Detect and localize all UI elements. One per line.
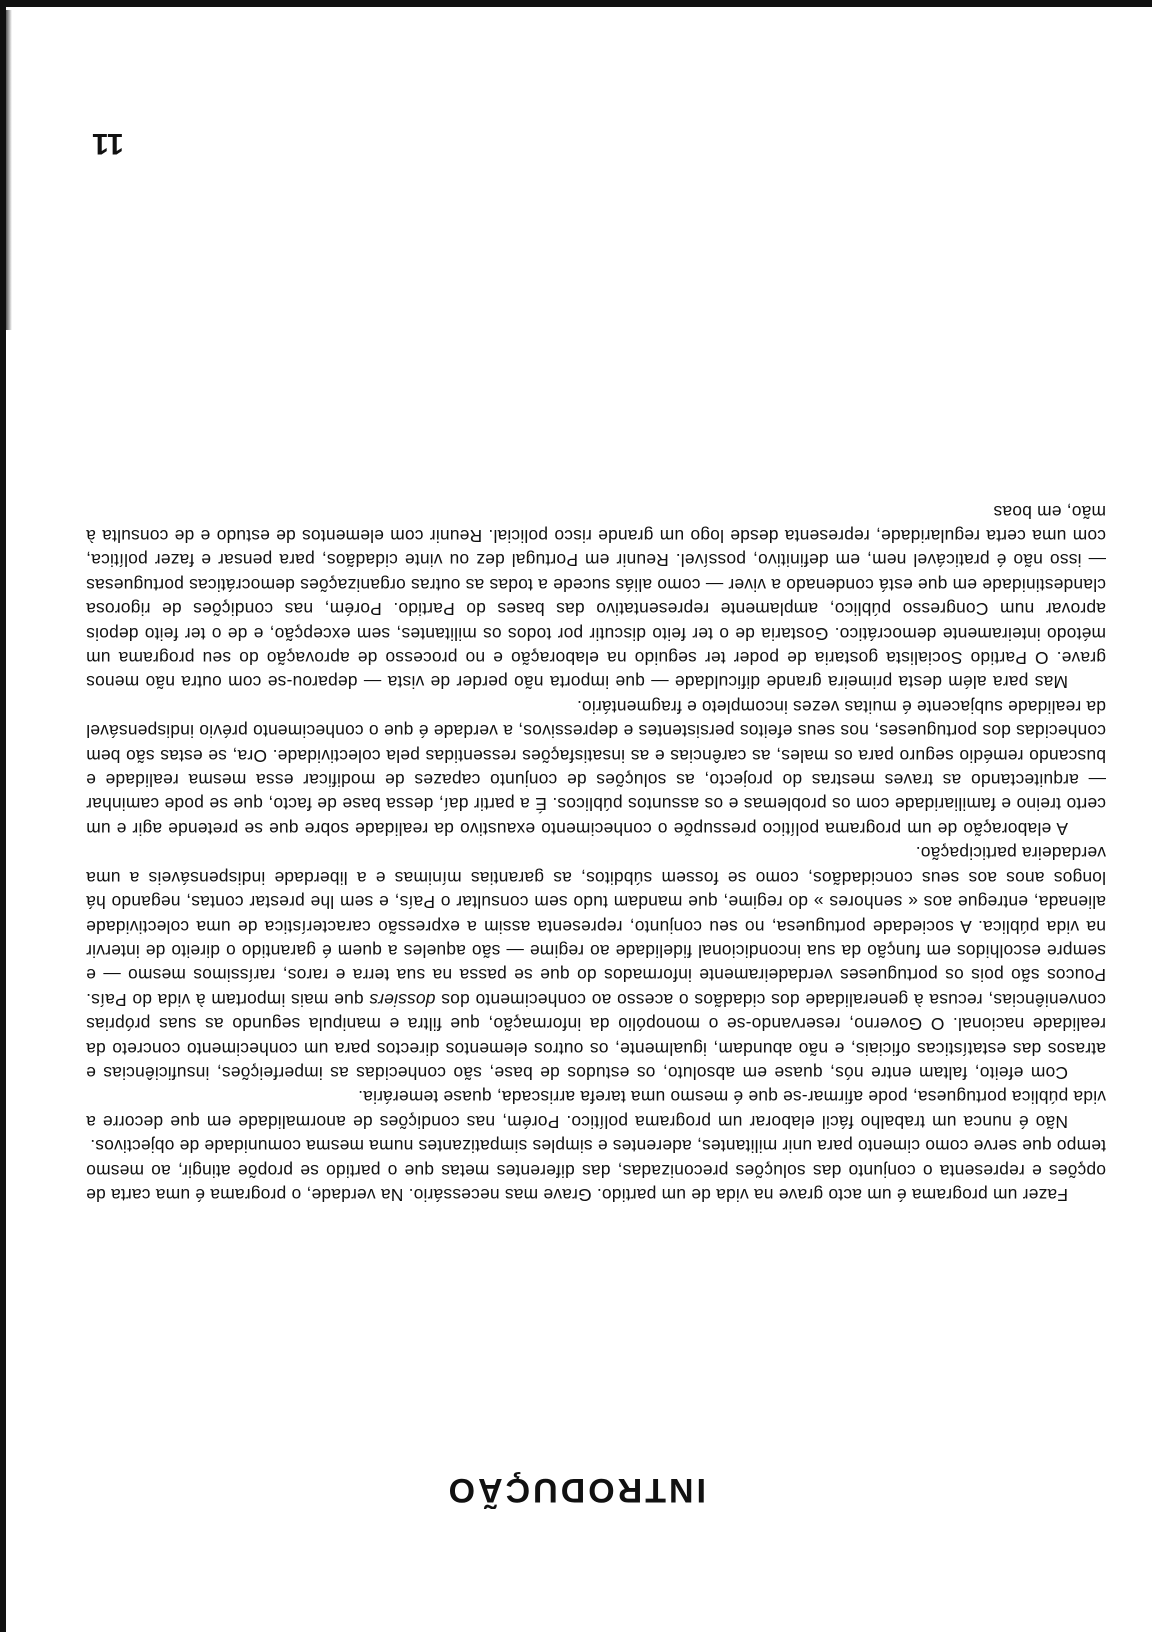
- paragraph-4: A elaboração de um programa político pressupõe o conhecimento exaustivo da realidade sobre que se pretende agir e um certo treino e familiaridade com os problemas e os assuntos públicos. É a partir daí, dessa base de facto, que se pode caminhar — arquitectando as traves mestras do projecto, as soluções de conjunto capazes de modificar essa mesma realidade e buscando remédio seguro para os males, as carências e as insatisfações ressentidas pela colectividade. Ora, se estas são bem conhecidas dos portugueses, nos seus efeitos persistentes e depressivos, a verdade é que o conhecimento prévio indispensável da realidade subjacente é muitas vezes incompleto e fragmentário.: [86, 696, 1106, 839]
- chapter-title: INTRODUÇÃO: [445, 1471, 706, 1509]
- page-number: 11: [92, 127, 124, 160]
- body-text: [86, 499, 1106, 1207]
- paragraph-2: Não é nunca um trabalho fácil elaborar um programa político. Porém, nas condições de anormalidade em que decorre a vida pública portuguesa, pode afirmar-se que é mesmo uma tarefa arriscada, quase temerária.: [86, 1087, 1106, 1132]
- paragraph-3-part-2: que mais importam à vida do País. Poucos são pois os portugueses verdadeiramente informados do que se passa na sua terra e raros, raríssimos mesmo — e sempre escolhidos em função da sua incondicional fidelidade ao regime — são aqueles a quem é garantido o direito de intervir na vida pública. A sociedade portuguesa, no seu conjunto, representa assim a expressão característica de uma colectividade alienada, entregue aos « senhores » do regime, que mandam tudo sem consultar o País, e sem lhe prestar contas, negando há longos anos aos seus concidadãos, como se fossem súbditos, as garantias mínimas e a liberdade indispensáveis a uma verdadeira participação.: [86, 843, 1106, 1010]
- paragraph-3: [86, 841, 1106, 1085]
- paragraph-1: Fazer um programa é um acto grave na vida de um partido. Grave mas necessário. Na verdade, o programa é uma carta de opções e representa o conjunto das soluções preconizadas, das diferentes metas que o partido se propõe atingir, ao mesmo tempo que serve como cimento para unir militantes, aderentes e simples simpatizantes numa mesma comunidade de objectivos.: [86, 1136, 1106, 1205]
- paragraph-3-part-1: Com efeito, faltam entre nós, quase em absoluto, os estudos de base, são conhecidas as imperfeições, insuficiências e atrasos das estatísticas oficiais, e não abundam, igualmente, os outros elementos directos para um conhecimento concreto da realidade nacional. O Governo, reservando-se o monopólio da informação, que filtra e manipula segundo as suas próprias conveniências, recusa à generalidade dos cidadãos o acesso ao conhecimento dos: [86, 989, 1106, 1083]
- paragraph-5: Mas para além desta primeira grande dificuldade — que importa não perder de vista — deparou-se com outra não menos grave. O Partido Socialista gostaria de poder ter seguido na elaboração e no processo de aprovação do seu programa um método inteiramente democrático. Gostaria de o ter feito discutir por todos os militantes, sem excepção, e de o ter feito depois aprovar num Congresso público, amplamente representativo das bases do Partido. Porém, nas condições de rigorosa clandestinidade em que está condenado a viver — como aliás sucede a todas as outras organizações democráticas portuguesas — isso não é praticável nem, em definitivo, possível. Reunir em Portugal dez ou vinte cidadãos, para pensar e fazer política, com uma certa regularidade, representa desde logo um grande risco policial. Reunir com elementos de estudo e de consulta à mão, em boas: [86, 501, 1106, 693]
- paragraph-3-emphasis: dossiers: [369, 989, 436, 1010]
